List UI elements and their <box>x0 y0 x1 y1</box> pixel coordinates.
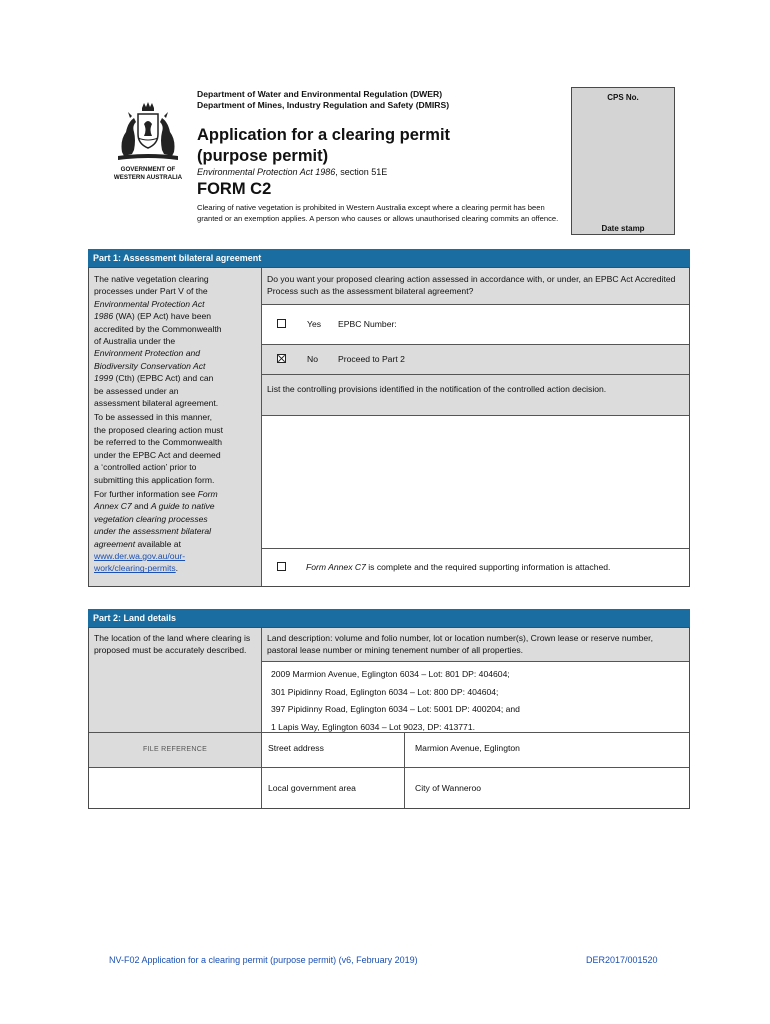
land-description-field[interactable] <box>271 666 681 736</box>
clearing-permits-link[interactable]: www.der.wa.gov.au/our- <box>94 550 186 561</box>
explanation-paragraph-2 <box>94 411 260 485</box>
no-label: No <box>307 354 318 364</box>
land-line: 301 Pipidinny Road, Eglington 6034 – Lot: 800 DP: 404604; <box>271 686 499 697</box>
text-segment: To be assessed in this manner, <box>94 412 212 423</box>
text-segment: processes under Part V of the <box>94 286 208 297</box>
footer-file-number: DER2017/001520 <box>586 955 658 965</box>
part1-heading: Part 1: Assessment bilateral agreement <box>88 249 690 267</box>
coat-of-arms-icon <box>108 102 188 164</box>
text-segment: Environment Protection and <box>94 348 201 359</box>
explanation-line <box>94 436 260 448</box>
text-segment: The native vegetation clearing <box>94 274 209 284</box>
explanation-line <box>94 298 260 310</box>
text-segment: be referred to the Commonwealth <box>94 437 223 448</box>
department-dwer: Department of Water and Environmental Regulation (DWER) <box>197 89 443 99</box>
explanation-line <box>94 372 260 384</box>
annex-c7-statement <box>306 561 610 573</box>
date-stamp-label: Date stamp <box>601 224 645 233</box>
form-title-line1: Application for a clearing permit <box>197 126 451 144</box>
clearing-permits-link-cont[interactable]: work/clearing-permits <box>94 563 176 574</box>
act-section: , section 51E <box>335 167 388 177</box>
text-segment: assessment bilateral agreement. <box>94 398 219 409</box>
explanation-line <box>94 310 260 322</box>
explanation-line <box>94 385 260 397</box>
bilateral-agreement-explanation <box>94 273 260 575</box>
epbc-number-label: EPBC Number: <box>338 319 397 329</box>
cps-number-box <box>571 87 675 235</box>
street-address-field[interactable]: Marmion Avenue, Eglington <box>415 743 520 753</box>
land-line: 1 Lapis Way, Eglington 6034 – Lot 9023, DP: 413771. <box>271 721 476 732</box>
form-title-line2: (purpose permit) <box>197 147 329 165</box>
department-dmirs: Department of Mines, Industry Regulation and Safety (DMIRS) <box>197 100 450 110</box>
text-segment: accredited by the Commonwealth <box>94 323 222 334</box>
part1-table <box>88 267 690 587</box>
text-segment: agreement <box>94 538 136 549</box>
controlling-provisions-field[interactable] <box>267 421 685 541</box>
file-reference-label: FILE REFERENCE <box>142 746 208 753</box>
yes-checkbox[interactable] <box>277 319 286 328</box>
explanation-line <box>94 538 260 550</box>
form-number: FORM C2 <box>197 180 272 198</box>
government-label: GOVERNMENT OF <box>120 166 176 173</box>
act-name: Environmental Protection Act 1986 <box>197 167 336 177</box>
text-segment: the proposed clearing action must <box>94 424 223 435</box>
department-names <box>197 89 449 111</box>
annex-c7-text: is complete and the required supporting information is attached. <box>365 562 611 572</box>
land-line: 397 Pipidinny Road, Eglington 6034 – Lot: 5001 DP: 400204; and <box>271 704 520 714</box>
explanation-line <box>94 397 260 409</box>
part2-table <box>88 627 690 809</box>
explanation-line <box>94 449 260 461</box>
explanation-line <box>94 474 260 486</box>
text-segment: Form <box>197 488 218 499</box>
explanation-line <box>94 347 260 359</box>
explanation-line <box>94 424 260 436</box>
link-tail: . <box>175 563 179 574</box>
text-segment: 1986 <box>94 311 114 322</box>
explanation-line <box>94 488 260 500</box>
explanation-line <box>94 513 260 525</box>
clearing-notice: Clearing of native vegetation is prohibited in Western Australia except where a clearing permit has been granted or an exemption applies. A person who causes or allows unauthorised clearing commits an offence. <box>197 203 559 223</box>
text-segment: vegetation clearing processes <box>94 513 208 524</box>
land-description-label: Land description: volume and folio number, lot or location number(s), Crown lease or reserve number, pastoral lease number or mining tenement number of all properties. <box>267 633 653 656</box>
text-segment: and <box>131 501 151 512</box>
epbc-question: Do you want your proposed clearing action assessed in accordance with, or under, an EPBC Act Accredited Process such as the assessment bilateral agreement? <box>267 274 676 297</box>
street-address-label: Street address <box>268 743 324 753</box>
lga-label: Local government area <box>268 783 356 793</box>
text-segment: Annex C7 <box>94 501 132 512</box>
text-segment: (Cth) (EPBC Act) and can <box>113 373 214 384</box>
text-segment: a ‘controlled action’ prior to <box>94 462 197 473</box>
lga-field[interactable]: City of Wanneroo <box>415 783 482 793</box>
text-segment: Biodiversity Conservation Act <box>94 360 206 371</box>
text-segment: (WA) (EP Act) have been <box>113 311 212 322</box>
western-australia-label: WESTERN AUSTRALIA <box>113 173 183 181</box>
footer-form-version: NV-F02 Application for a clearing permit (purpose permit) (v6, February 2019) <box>109 955 418 965</box>
text-segment: under the EPBC Act and deemed <box>94 449 221 460</box>
form-title <box>197 125 450 167</box>
text-segment: For further information see <box>94 488 198 499</box>
annex-c7-checkbox[interactable] <box>277 562 286 571</box>
explanation-line <box>94 411 260 423</box>
no-checkbox[interactable] <box>277 354 286 363</box>
land-location-instruction: The location of the land where clearing is proposed must be accurately described. <box>94 633 251 656</box>
land-line: 2009 Marmion Avenue, Eglington 6034 – Lot: 801 DP: 404604; <box>271 669 510 679</box>
explanation-line <box>94 273 260 285</box>
explanation-line <box>94 525 260 537</box>
proceed-to-part2-label: Proceed to Part 2 <box>338 354 405 364</box>
wa-coat-of-arms <box>108 102 188 186</box>
act-reference <box>197 167 387 177</box>
explanation-paragraph-1 <box>94 273 260 409</box>
explanation-paragraph-3 <box>94 488 260 550</box>
explanation-line <box>94 285 260 297</box>
text-segment: of Australia under the <box>94 336 176 347</box>
explanation-line <box>94 360 260 372</box>
explanation-line <box>94 323 260 335</box>
text-segment: A guide to native <box>150 501 215 512</box>
text-segment: Environmental Protection Act <box>94 298 205 309</box>
explanation-line <box>94 461 260 473</box>
text-segment: under the assessment bilateral <box>94 526 212 537</box>
text-segment: be assessed under an <box>94 385 179 396</box>
text-segment: 1999 <box>94 373 114 384</box>
text-segment: submitting this application form. <box>94 474 215 485</box>
no-row <box>261 344 689 374</box>
controlling-provisions-label: List the controlling provisions identified in the notification of the controlled action decision. <box>267 384 607 394</box>
part2-heading: Part 2: Land details <box>88 609 690 627</box>
annex-c7-name: Form Annex C7 <box>306 562 366 572</box>
explanation-line <box>94 500 260 512</box>
cps-number-label: CPS No. <box>607 93 639 102</box>
explanation-line <box>94 335 260 347</box>
text-segment: available at <box>135 538 181 549</box>
yes-label: Yes <box>307 319 322 329</box>
